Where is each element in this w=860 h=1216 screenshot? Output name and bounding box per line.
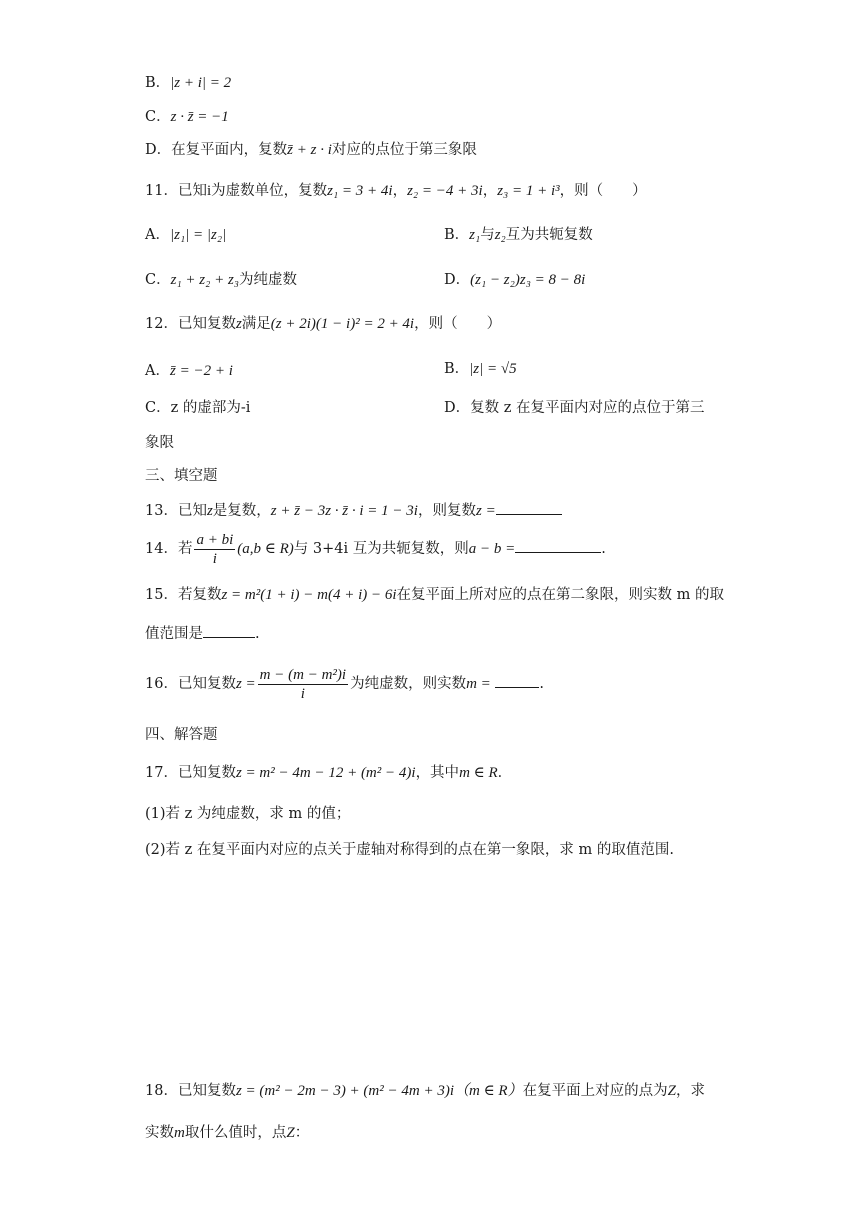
- section-fill-in-heading: 三、填空题: [145, 468, 218, 484]
- q10-option-c: C．z · z̄ = −1: [145, 109, 229, 125]
- q18-line1: 18．已知复数z = (m² − 2m − 3) + (m² − 4m + 3)i（m ∈ R）在复平面上对应的点为Z，求: [145, 1083, 705, 1099]
- q10-option-d-math: z̄ + z · i: [287, 142, 332, 158]
- q16-fraction: $\frac{\text{m − (m − m²)i}}{i}$: [259, 666, 347, 702]
- q12-option-d-continued: 象限: [145, 435, 174, 451]
- q12-option-a: A．z̄ = −2 + i: [145, 363, 233, 379]
- q11-option-d: D．(z₁ − z₂)z₃ = 8 − 8i: [444, 272, 586, 288]
- q17-stem: 17．已知复数z = m² − 4m − 12 + (m² − 4)i，其中m ∈ R．: [145, 765, 513, 781]
- q14-fraction: $\frac{a + bi}{i}$: [196, 531, 234, 567]
- q15-answer-blank[interactable]: [203, 623, 255, 638]
- q11-option-a: A．|z₁| = |z₂|: [145, 227, 227, 243]
- q10-option-b: B．|z + i| = 2: [145, 75, 232, 91]
- q11-option-b: B．z₁与z₂互为共轭复数: [444, 227, 593, 243]
- q17-part2: (2)若 z 在复平面内对应的点关于虚轴对称得到的点在第一象限，求 m 的取值范围.: [145, 842, 674, 858]
- q11-stem: 11．已知i为虚数单位，复数z₁ = 3 + 4i，z₂ = −4 + 3i，z₃ = 1 + i³，则（ ）: [145, 183, 647, 199]
- q12-option-c: C．z 的虚部为-i: [145, 400, 251, 416]
- q10-option-d: D．在复平面内，复数z̄ + z · i对应的点位于第三象限: [145, 142, 477, 158]
- q14: 14．若 $\frac{a + bi}{i}$ (a,b ∈ R)与 3+4i 互为共轭复数，则a − b = .: [145, 531, 606, 567]
- q15-line1: 15．若复数z = m²(1 + i) − m(4 + i) − 6i在复平面上所对应的点在第二象限，则实数 m 的取: [145, 587, 725, 603]
- section-answer-heading: 四、解答题: [145, 727, 218, 743]
- q12-option-d: D．复数 z 在复平面内对应的点位于第三: [444, 400, 705, 416]
- q14-answer-blank[interactable]: [515, 538, 601, 553]
- q17-part1: (1)若 z 为纯虚数，求 m 的值；: [145, 806, 351, 822]
- q10-option-b-math: |z + i| = 2: [170, 75, 232, 91]
- q18-line2: 实数m取什么值时，点Z：: [145, 1125, 310, 1141]
- q12-stem: 12．已知复数z满足(z + 2i)(1 − i)² = 2 + 4i，则（ ）: [145, 316, 502, 332]
- q13-answer-blank[interactable]: [496, 500, 562, 515]
- q13: 13．已知z是复数，z + z̄ − 3z · z̄ · i = 1 − 3i，则复数z =: [145, 500, 562, 521]
- q11-option-c: C．z₁ + z₂ + z₃为纯虚数: [145, 272, 298, 288]
- q15-line2: 值范围是 .: [145, 623, 260, 644]
- q16: 16．已知复数z = $\frac{\text{m − (m − m²)i}}{i}$ 为纯虚数，则实数m = .: [145, 666, 545, 702]
- q10-option-c-math: z · z̄ = −1: [170, 109, 229, 125]
- q12-option-b: B．|z| = √5: [444, 361, 517, 377]
- q16-answer-blank[interactable]: [495, 673, 539, 688]
